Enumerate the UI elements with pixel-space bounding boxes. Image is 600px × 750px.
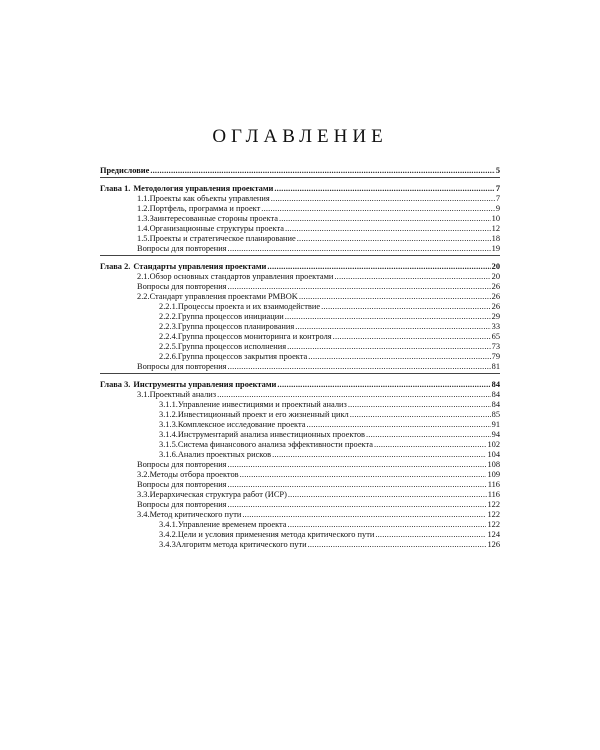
toc-entry-number: 1.4.: [137, 224, 150, 233]
dot-leader: [308, 540, 487, 550]
toc-entry-title: Проектный анализ: [149, 390, 217, 399]
toc-entry: [100, 204, 500, 214]
toc-entry-page: 122: [487, 510, 500, 519]
toc-entry: [100, 272, 500, 282]
toc-entry-number: 2.2.2.: [159, 312, 178, 321]
section-divider: [100, 255, 500, 256]
toc-entry-title: Предисловие: [100, 166, 150, 175]
section-divider: [100, 177, 500, 178]
toc-entry: [100, 400, 500, 410]
dot-leader: [277, 380, 490, 390]
toc-entry-number: 1.2.: [137, 204, 150, 213]
toc-entry-title: Организационные структуры проекта: [149, 224, 284, 233]
dot-leader: [228, 480, 487, 490]
dot-leader: [228, 282, 491, 292]
toc-entry-title: Управление инвестициями и проектный анализ: [177, 400, 347, 409]
toc-entry: [100, 530, 500, 540]
toc-entry-page: 109: [487, 470, 500, 479]
toc-entry-title: Иерархическая структура работ (ИСР): [149, 490, 287, 499]
toc-entry: [100, 510, 500, 520]
toc-entry-page: 9: [495, 204, 500, 213]
toc-entry-title: Стандарт управления проектами PMBOK: [149, 292, 298, 301]
dot-leader: [285, 312, 491, 322]
toc-entry-title: Вопросы для повторения: [137, 362, 227, 371]
toc-entry-title: Процессы проекта и их взаимодействие: [177, 302, 321, 311]
toc-entry-number: 2.2.5.: [159, 342, 178, 351]
dot-leader: [306, 420, 490, 430]
toc-entry: [100, 302, 500, 312]
toc-entry-page: 126: [487, 540, 500, 549]
toc-entry-page: 33: [491, 322, 500, 331]
toc-entry-number: 1.5.: [137, 234, 150, 243]
dot-leader: [285, 224, 491, 234]
toc-entry-title: Вопросы для повторения: [137, 244, 227, 253]
toc-entry-number: 3.1.2.: [159, 410, 178, 419]
toc-entry: [100, 450, 500, 460]
dot-leader: [217, 390, 491, 400]
dot-leader: [242, 510, 486, 520]
toc-entry-page: 65: [491, 332, 500, 341]
toc-entry-page: 104: [487, 450, 500, 459]
toc-entry-page: 91: [491, 420, 500, 429]
toc-entry: [100, 390, 500, 400]
toc-entry-page: 26: [491, 302, 500, 311]
toc-entry-page: 29: [491, 312, 500, 321]
toc-entry-title: Портфель, программа и проект: [149, 204, 261, 213]
dot-leader: [299, 292, 491, 302]
dot-leader: [228, 244, 491, 254]
toc-entry-title: Вопросы для повторения: [137, 480, 227, 489]
dot-leader: [297, 234, 491, 244]
toc-entry: [100, 244, 500, 254]
toc-entry-title: Вопросы для повторения: [137, 460, 227, 469]
toc-entry-title: Стандарты управления проектами: [133, 262, 267, 271]
toc-entry: [100, 410, 500, 420]
toc-entry: [100, 470, 500, 480]
table-of-contents: [100, 166, 500, 550]
dot-leader: [374, 440, 486, 450]
toc-entry-number: 2.2.3.: [159, 322, 178, 331]
dot-leader: [228, 460, 487, 470]
toc-entry-page: 84: [491, 380, 500, 389]
dot-leader: [228, 500, 487, 510]
toc-entry: [100, 420, 500, 430]
toc-entry: [100, 440, 500, 450]
dot-leader: [228, 362, 491, 372]
dot-leader: [287, 342, 491, 352]
toc-entry-number: 2.2.6.: [159, 352, 178, 361]
toc-entry-page: 124: [487, 530, 500, 539]
toc-entry-page: 19: [491, 244, 500, 253]
dot-leader: [267, 262, 490, 272]
dot-leader: [272, 450, 486, 460]
toc-entry: [100, 460, 500, 470]
toc-entry-number: 3.4.3: [159, 540, 176, 549]
toc-entry-title: Заинтересованные стороны проекта: [149, 214, 278, 223]
toc-entry: [100, 166, 500, 176]
toc-entry-page: 102: [487, 440, 500, 449]
toc-entry-number: 2.2.: [137, 292, 150, 301]
dot-leader: [271, 194, 495, 204]
toc-entry-page: 108: [487, 460, 500, 469]
toc-entry-number: 3.1.3.: [159, 420, 178, 429]
toc-entry-title: Вопросы для повторения: [137, 500, 227, 509]
toc-entry-number: 3.2.: [137, 470, 150, 479]
toc-entry-title: Группа процессов исполнения: [177, 342, 287, 351]
toc-entry-page: 26: [491, 292, 500, 301]
toc-entry-page: 20: [491, 272, 500, 281]
toc-entry-title: Группа процессов закрытия проекта: [177, 352, 308, 361]
toc-entry-page: 7: [495, 184, 500, 193]
toc-entry-page: 116: [487, 490, 500, 499]
toc-entry-number: 1.1.: [137, 194, 150, 203]
toc-entry-number: 3.1.6.: [159, 450, 178, 459]
toc-entry-number: Глава 2.: [100, 262, 131, 271]
toc-entry: [100, 282, 500, 292]
toc-entry-title: Обзор основных стандартов управления проектами: [149, 272, 334, 281]
toc-entry-number: 3.1.4.: [159, 430, 178, 439]
dot-leader: [321, 302, 491, 312]
toc-entry-title: Методы отбора проектов: [149, 470, 239, 479]
toc-entry-title: Комплексное исследование проекта: [177, 420, 306, 429]
toc-entry-title: Методология управления проектами: [133, 184, 274, 193]
dot-leader: [295, 322, 490, 332]
dot-leader: [240, 470, 487, 480]
toc-entry-number: 3.4.: [137, 510, 150, 519]
toc-entry-page: 116: [487, 480, 500, 489]
toc-entry-title: Проекты и стратегическое планирование: [149, 234, 296, 243]
toc-entry-title: Метод критического пути: [149, 510, 242, 519]
section-divider: [100, 373, 500, 374]
dot-leader: [279, 214, 491, 224]
toc-entry-page: 26: [491, 282, 500, 291]
toc-entry-page: 7: [495, 194, 500, 203]
toc-entry: [100, 312, 500, 322]
toc-entry-page: 20: [491, 262, 500, 271]
toc-entry-title: Инструментарий анализа инвестиционных проектов: [177, 430, 366, 439]
toc-entry-title: Цели и условия применения метода критического пути: [177, 530, 375, 539]
dot-leader: [333, 332, 491, 342]
toc-entry-number: 2.2.4.: [159, 332, 178, 341]
toc-entry-title: Анализ проектных рисков: [177, 450, 272, 459]
toc-entry-title: Группа процессов инициации: [177, 312, 284, 321]
toc-entry: [100, 540, 500, 550]
toc-entry-page: 85: [491, 410, 500, 419]
dot-leader: [261, 204, 495, 214]
toc-entry: [100, 490, 500, 500]
toc-entry: [100, 520, 500, 530]
dot-leader: [308, 352, 490, 362]
toc-entry-page: 81: [491, 362, 500, 371]
toc-entry-number: 3.1.: [137, 390, 150, 399]
toc-entry-page: 73: [491, 342, 500, 351]
toc-entry-page: 79: [491, 352, 500, 361]
toc-entry: [100, 500, 500, 510]
dot-leader: [375, 530, 486, 540]
toc-entry-page: 94: [491, 430, 500, 439]
toc-entry-number: Глава 1.: [100, 184, 131, 193]
dot-leader: [350, 410, 491, 420]
toc-entry: [100, 262, 500, 272]
toc-entry-number: 3.1.1.: [159, 400, 178, 409]
toc-entry: [100, 234, 500, 244]
dot-leader: [334, 272, 490, 282]
toc-entry-title: Инвестиционный проект и его жизненный цикл: [177, 410, 349, 419]
toc-entry-page: 18: [491, 234, 500, 243]
toc-entry-title: Вопросы для повторения: [137, 282, 227, 291]
page-title: ОГЛАВЛЕНИЕ: [212, 126, 388, 147]
toc-entry-number: 3.3.: [137, 490, 150, 499]
toc-entry-title: Инструменты управления проектами: [133, 380, 277, 389]
toc-entry-page: 12: [491, 224, 500, 233]
toc-entry: [100, 194, 500, 204]
dot-leader: [274, 184, 494, 194]
toc-entry: [100, 362, 500, 372]
toc-entry-number: Глава 3.: [100, 380, 131, 389]
toc-entry-title: Алгоритм метода критического пути: [175, 540, 307, 549]
toc-entry-page: 5: [495, 166, 500, 175]
toc-entry-number: 3.4.2.: [159, 530, 178, 539]
toc-entry: [100, 214, 500, 224]
dot-leader: [150, 166, 495, 176]
toc-entry: [100, 292, 500, 302]
toc-entry: [100, 224, 500, 234]
toc-entry-number: 3.1.5.: [159, 440, 178, 449]
toc-entry-number: 2.1.: [137, 272, 150, 281]
toc-entry-number: 2.2.1.: [159, 302, 178, 311]
dot-leader: [366, 430, 491, 440]
toc-entry: [100, 380, 500, 390]
toc-entry-page: 84: [491, 400, 500, 409]
toc-entry-page: 10: [491, 214, 500, 223]
toc-entry-page: 84: [491, 390, 500, 399]
toc-entry: [100, 322, 500, 332]
dot-leader: [288, 490, 487, 500]
toc-entry-title: Система финансового анализа эффективности проекта: [177, 440, 373, 449]
toc-entry-number: 1.3.: [137, 214, 150, 223]
dot-leader: [288, 520, 487, 530]
toc-entry: [100, 332, 500, 342]
dot-leader: [348, 400, 491, 410]
toc-entry-title: Проекты как объекты управления: [149, 194, 270, 203]
toc-entry: [100, 184, 500, 194]
toc-entry-title: Управление временем проекта: [177, 520, 287, 529]
toc-entry-page: 122: [487, 520, 500, 529]
toc-entry: [100, 480, 500, 490]
toc-entry-title: Группа процессов планирования: [177, 322, 295, 331]
toc-entry-number: 3.4.1.: [159, 520, 178, 529]
toc-entry: [100, 352, 500, 362]
toc-entry: [100, 342, 500, 352]
toc-entry: [100, 430, 500, 440]
toc-entry-page: 122: [487, 500, 500, 509]
toc-entry-title: Группа процессов мониторинга и контроля: [177, 332, 332, 341]
